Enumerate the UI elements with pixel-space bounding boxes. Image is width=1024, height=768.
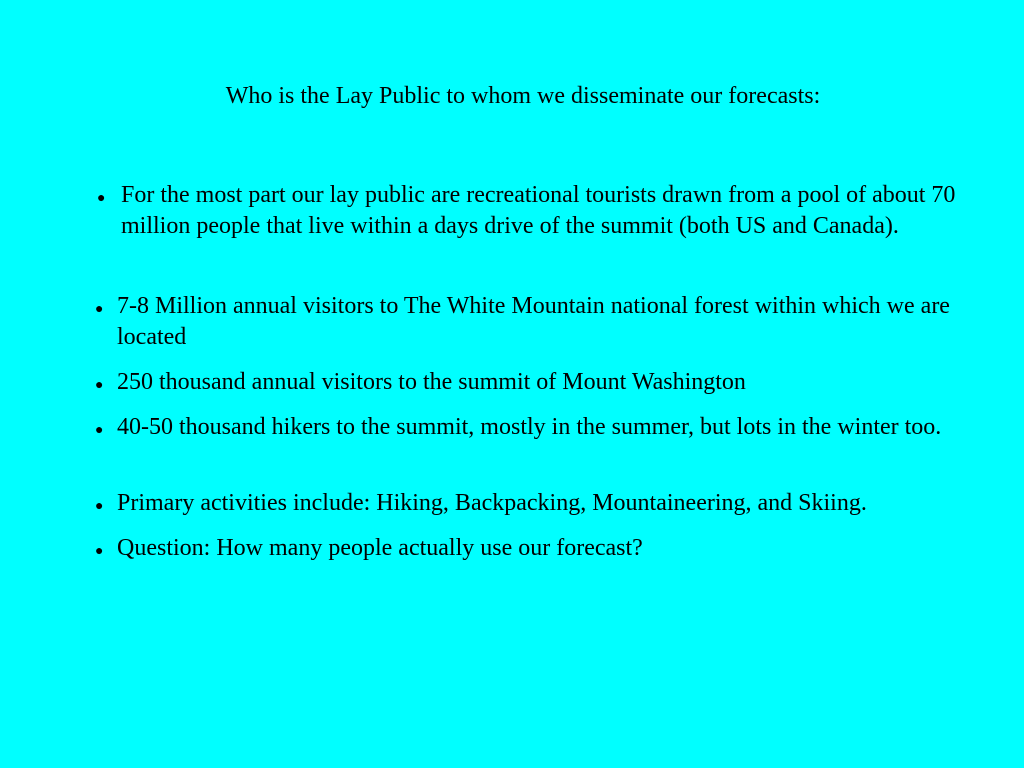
bullet-item (95, 488, 985, 522)
bullet-text: For the most part our lay public are recreational tourists drawn from a pool of about 70 million people that live within a days drive of the summit (both US and Canada). (121, 182, 956, 239)
bullet-item (95, 367, 975, 401)
bullet-text: 250 thousand annual visitors to the summit of Mount Washington (117, 369, 746, 395)
bullet-icon: ● (95, 302, 104, 317)
bullet-icon: ● (95, 499, 104, 514)
bullet-item (95, 533, 975, 567)
bullet-text: 40-50 thousand hikers to the summit, mostly in the summer, but lots in the winter too. (117, 414, 942, 440)
bullet-text: Question: How many people actually use our forecast? (117, 535, 643, 561)
slide-title: Who is the Lay Public to whom we disseminate our forecasts: (225, 83, 821, 109)
bullet-item (95, 412, 975, 446)
bullet-icon: ● (95, 378, 104, 393)
bullet-text: Primary activities include: Hiking, Backpacking, Mountaineering, and Skiing. (117, 490, 867, 516)
bullet-item (97, 180, 977, 242)
bullet-icon: ● (95, 423, 104, 438)
bullet-icon: ● (97, 191, 106, 206)
bullet-text: 7-8 Million annual visitors to The White Mountain national forest within which we are located (117, 293, 950, 350)
bullet-icon: ● (95, 544, 104, 559)
bullet-item (95, 291, 975, 353)
